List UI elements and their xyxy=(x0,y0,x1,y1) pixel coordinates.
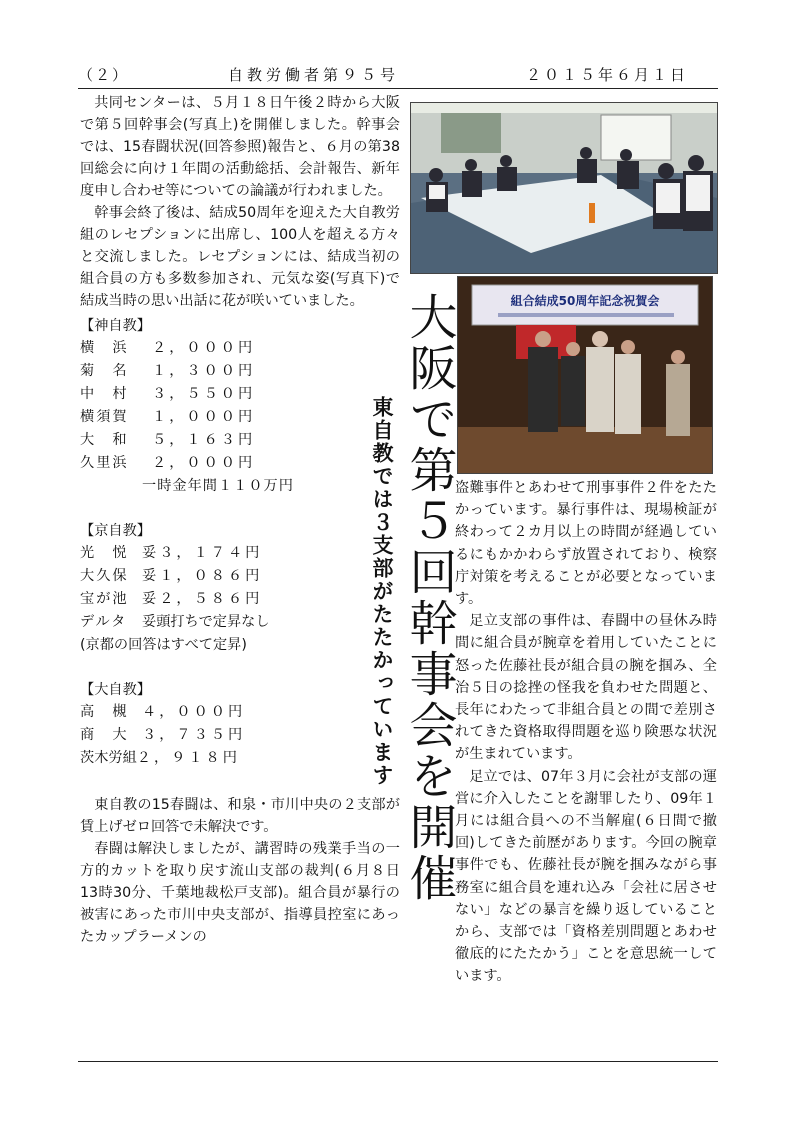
kyoto-note: (京都の回答はすべて定昇) xyxy=(80,637,247,653)
newsletter-title: 自教労働者第９５号 xyxy=(228,66,400,84)
kanagawa-heading: 【神自教】 xyxy=(80,318,151,334)
banner-text: 組合結成50周年記念祝賀会 xyxy=(510,294,660,308)
kanagawa-results xyxy=(80,315,400,498)
main-headline: 大阪で第５回幹事会を開催 xyxy=(401,292,457,904)
footer-divider xyxy=(78,1061,718,1062)
kyoto-heading: 【京自教】 xyxy=(80,523,151,539)
result-row: デルタ 妥頭打ちで定昇なし xyxy=(80,614,270,630)
left-column xyxy=(80,92,400,948)
result-row: 大久保 妥１，０８６円 xyxy=(80,568,263,584)
tokyo-paragraph-1: 東自教の15春闘は、和泉・市川中央の２支部が賃上げゼロ回答で未解決です。 xyxy=(80,797,400,835)
kanagawa-bonus-note: 一時金年間１１０万円 xyxy=(142,478,294,494)
osaka-heading: 【大自教】 xyxy=(80,682,151,698)
issue-date: ２０１５年６月１日 xyxy=(525,66,688,84)
right-paragraph-2: 足立支部の事件は、春闘中の昼休み時間に組合員が腕章を着用していたことに怒った佐藤社長が組合員の腕を掴み、全治５日の捻挫の怪我を負わせた問題と、長年にわたって非組合員との間で差別されてきた資格取得問題を巡り険悪な状況が生まれています。 xyxy=(455,613,717,763)
result-row: 大 和 ５，１６３円 xyxy=(80,432,256,448)
sub-headline: 東自教では３支部がたたかっています xyxy=(370,396,395,787)
intro-paragraph-1: 共同センターは、５月１８日午後２時から大阪で第５回幹事会(写真上)を開催しました。幹事会では、15春闘状況(回答参照)報告と、６月の第38回総会に向け１年間の活動総括、会計報告、新年度申し合わせ等についての論議が行われました。 xyxy=(80,95,400,199)
reception-image xyxy=(458,277,712,473)
right-column xyxy=(455,477,717,988)
page-number: （２） xyxy=(78,66,130,84)
result-row: 久里浜 ２，０００円 xyxy=(80,455,256,471)
right-paragraph-3: 足立では、07年３月に会社が支部の運営に介入したことを謝罪したり、09年１月には組合員への不当解雇(６日間で撤回)してきた前歴があります。今回の腕章事件でも、佐藤社長が腕を掴みながら事務室に組合員を連れ込み「会社に居させない」などの暴言を繰り返していることから、支部では「資格差別問題とあわせ徹底的にたたかう」ことを意思統一しています。 xyxy=(455,768,717,985)
osaka-results xyxy=(80,679,400,770)
result-row: 光 悦 妥３，１７４円 xyxy=(80,545,263,561)
reception-photo xyxy=(457,276,713,474)
kyoto-results xyxy=(80,520,400,657)
result-row: 菊 名 １，３００円 xyxy=(80,363,256,379)
result-row: 宝が池 妥２，５８６円 xyxy=(80,591,263,607)
result-row: 商 大 ３，７３５円 xyxy=(80,727,246,743)
result-row: 茨木労組 ２，９１８円 xyxy=(80,750,240,766)
meeting-photo xyxy=(410,102,718,274)
tokyo-paragraph-2: 春闘は解決しましたが、講習時の残業手当の一方的カットを取り戻す流山支部の裁判(６月８日13時30分、千葉地裁松戸支部)。組合員が暴行の被害にあった市川中央支部が、指導員控室にあったカップラーメンの xyxy=(80,841,400,945)
result-row: 横須賀 １，０００円 xyxy=(80,409,256,425)
result-row: 高 槻 ４，０００円 xyxy=(80,704,246,720)
result-row: 中 村 ３，５５０円 xyxy=(80,386,256,402)
page-header xyxy=(78,62,718,88)
meeting-room-image xyxy=(411,103,717,273)
result-row: 横 浜 ２，０００円 xyxy=(80,340,256,356)
intro-paragraph-2: 幹事会終了後は、結成50周年を迎えた大自教労組のレセプションに出席し、100人を超える方々と交流しました。レセプションには、結成当初の組合員の方も多数参加され、元気な姿(写真下)で結成当時の思い出話に花が咲いていました。 xyxy=(80,205,400,309)
tokyo-section xyxy=(80,794,400,948)
right-paragraph-1: 盗難事件とあわせて刑事事件２件をたたかっています。暴行事件は、現場検証が終わって２カ月以上の時間が経過しているにもかかわらず放置されており、検察庁対策を考えることが必要となっています。 xyxy=(455,480,717,608)
header-divider xyxy=(78,88,718,89)
